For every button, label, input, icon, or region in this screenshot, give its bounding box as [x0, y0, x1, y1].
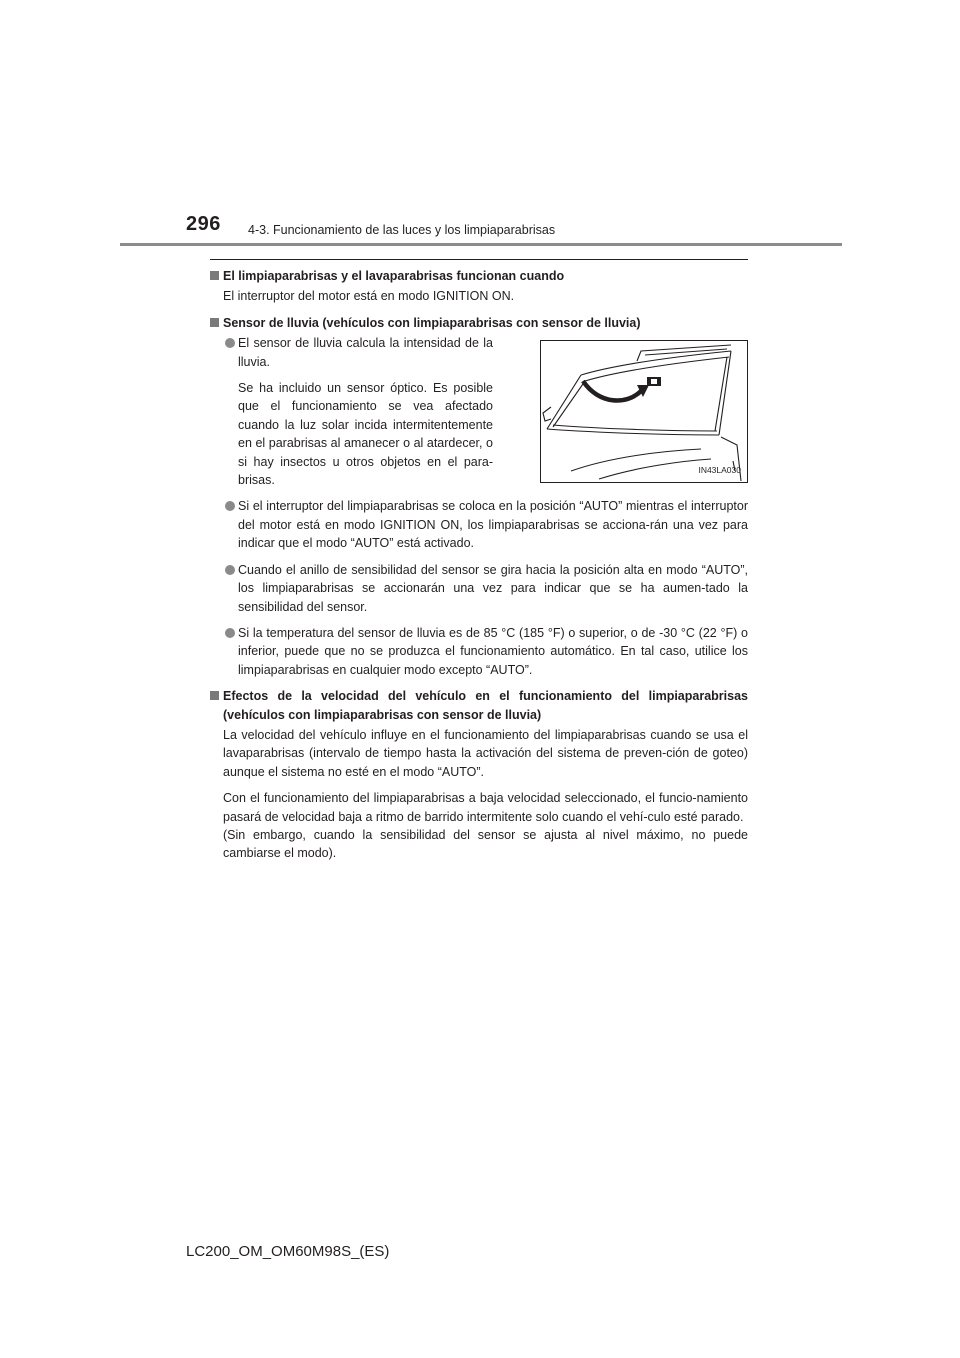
windshield-sensor-figure [540, 340, 748, 483]
list-item [210, 497, 748, 552]
header-rule [120, 243, 842, 246]
section-heading-2 [210, 314, 748, 332]
circle-bullet-icon [225, 565, 235, 575]
page-content [210, 267, 748, 871]
list-item [210, 624, 748, 679]
bullet-text: El sensor de lluvia calcula la intensidad de la lluvia. [238, 336, 493, 369]
section-1-text: El interruptor del motor está en modo IGNITION ON. [223, 289, 515, 304]
bullet-subtext: Se ha incluido un sensor óptico. Es posible que el funcionamiento se vea afectado cuando la luz solar incida intermitentemente en el parabrisas al amanecer o al atardecer, o si hay insectos u otros objetos en el para-brisas. [238, 381, 493, 488]
section-heading-3 [210, 687, 748, 724]
section-3-text-2a: Con el funcionamiento del limpiaparabrisas a baja velocidad seleccionado, el funcio-namiento pasará de velocidad baja a ritmo de barrido intermitente solo cuando el vehí-culo esté parado. [223, 791, 748, 824]
list-item [210, 561, 748, 616]
section-3-text-1: La velocidad del vehículo influye en el funcionamiento del limpiaparabrisas cuando se usa el lavaparabrisas (intervalo de tiempo hasta la activación del sistema de preven-ción de goteo) aunque el sistema no esté en el modo “AUTO”. [223, 727, 748, 779]
circle-bullet-icon [225, 338, 235, 348]
bullet-text: Si el interruptor del limpiaparabrisas se coloca en la posición “AUTO” mientras el interruptor del motor está en modo IGNITION ON, los limpiaparabrisas se acciona-rán una vez para indicar que el modo “AUTO” está activado. [238, 499, 748, 551]
heading-text: Efectos de la velocidad del vehículo en el funcionamiento del limpiaparabrisas (vehículos con limpiaparabrisas con sensor de lluvia) [223, 689, 748, 722]
sensor-text-column [210, 334, 493, 489]
section-title: 4-3. Funcionamiento de las luces y los limpiaparabrisas [248, 223, 556, 237]
page-number: 296 [186, 213, 221, 235]
bullet-text: Si la temperatura del sensor de lluvia es de 85 °C (185 °F) o superior, o de -30 °C (22 °F) o inferior, puede que no se produzca el funcionamiento automático. En tal caso, utilice los limpiaparabrisas en cualquier modo excepto “AUTO”. [238, 625, 748, 677]
circle-bullet-icon [225, 501, 235, 511]
square-bullet-icon [210, 271, 219, 280]
list-item [210, 334, 493, 371]
section-heading-1 [210, 267, 748, 285]
footer-doc-id: LC200_OM_OM60M98S_(ES) [186, 1243, 390, 1260]
heading-text: Sensor de lluvia (vehículos con limpiaparabrisas con sensor de lluvia) [223, 315, 641, 330]
section-3-text-2b: (Sin embargo, cuando la sensibilidad del sensor se ajusta al nivel máximo, no puede cambiarse el modo). [223, 827, 748, 861]
content-top-rule [210, 259, 748, 260]
figure-code: IN43LA030 [698, 464, 741, 475]
heading-text: El limpiaparabrisas y el lavaparabrisas funcionan cuando [223, 269, 565, 283]
square-bullet-icon [210, 318, 219, 327]
bullet-text: Cuando el anillo de sensibilidad del sensor se gira hacia la posición alta en modo “AUTO”, los limpiaparabrisas se accionarán una vez para indicar que se ha aumen-tado la sensibilidad del sensor. [238, 562, 748, 614]
sensor-block-with-figure [210, 334, 748, 489]
circle-bullet-icon [225, 628, 235, 638]
square-bullet-icon [210, 691, 219, 700]
